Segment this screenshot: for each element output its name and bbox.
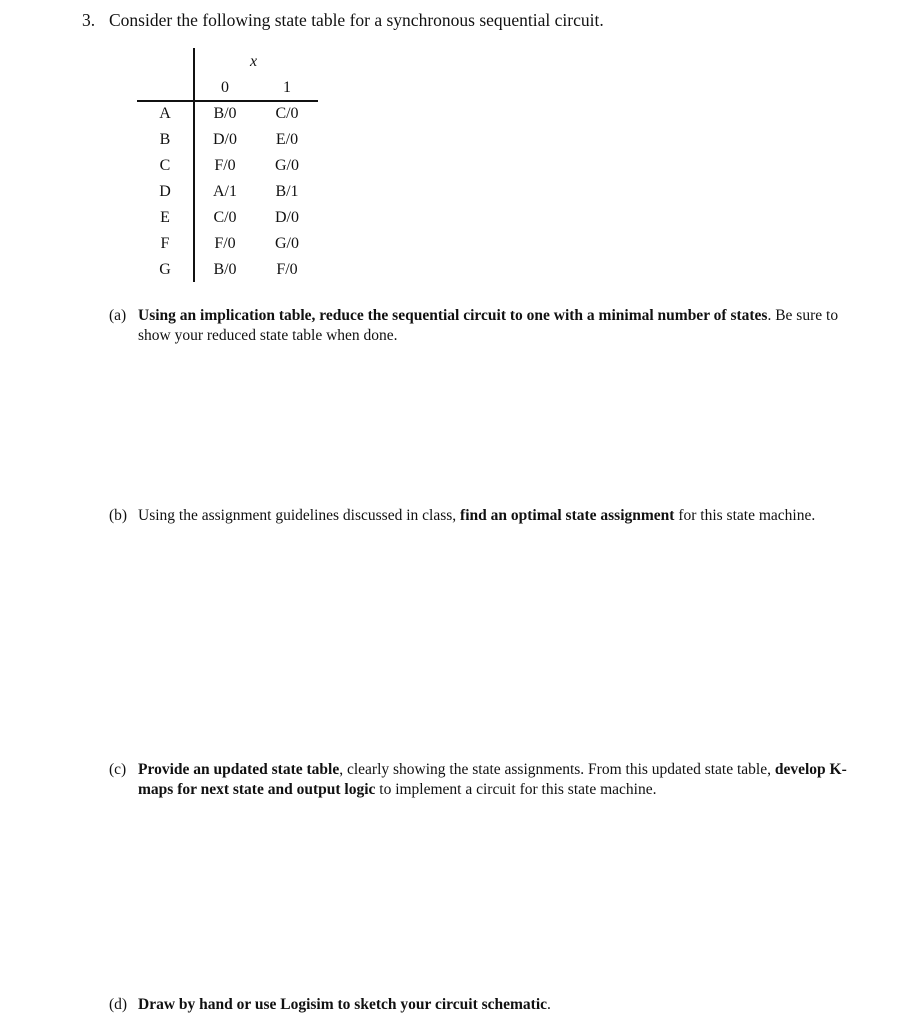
next-state-x1: F/0 [276, 261, 298, 278]
part-a-trailing-text: . Be sure to show your reduced state table when done. [138, 307, 839, 344]
table-vertical-rule [193, 48, 195, 282]
part-a-label: (a) [109, 307, 127, 324]
question-text: Consider the following state table for a synchronous sequential circuit. [109, 10, 604, 30]
part-a-text [138, 306, 858, 346]
state-label: A [159, 105, 171, 122]
part-c-label: (c) [109, 761, 127, 778]
next-state-x1: C/0 [275, 105, 299, 122]
next-state-x0: F/0 [214, 235, 236, 252]
next-state-x0: B/0 [213, 261, 237, 278]
next-state-x1: G/0 [275, 157, 299, 174]
next-state-x1: G/0 [275, 235, 299, 252]
state-label: D [159, 183, 171, 200]
part-d-text [138, 995, 858, 1015]
next-state-x0: A/1 [213, 183, 237, 200]
state-label: B [159, 131, 171, 148]
state-label: G [159, 261, 171, 278]
part-c-trailing-text: to implement a circuit for this state machine. [375, 781, 657, 798]
next-state-x0: F/0 [214, 157, 236, 174]
state-label: F [160, 235, 170, 252]
part-c-middle-text: , clearly showing the state assignments. From this updated state table, [339, 761, 775, 778]
next-state-x1: D/0 [275, 209, 299, 226]
part-b-bold-text: find an optimal state assignment [460, 507, 675, 524]
part-a-bold-text: Using an implication table, reduce the sequential circuit to one with a minimal number of states [138, 307, 768, 324]
part-c-text [138, 760, 858, 800]
part-c-bold-text-2: develop K-maps for next state and output logic [138, 761, 847, 798]
part-d-trailing-text: . [547, 996, 551, 1013]
part-c-bold-text-1: Provide an updated state table [138, 761, 340, 778]
input-label: x [250, 53, 258, 70]
part-b-trailing-text: for this state machine. [674, 507, 816, 524]
question-number: 3. [82, 10, 96, 30]
next-state-x1: B/1 [275, 183, 299, 200]
column-header-0: 0 [221, 79, 229, 96]
state-label: E [160, 209, 170, 226]
next-state-x1: E/0 [275, 131, 299, 148]
part-d-label: (d) [109, 996, 128, 1013]
column-header-1: 1 [283, 79, 291, 96]
part-b-text [138, 506, 858, 526]
next-state-x0: D/0 [213, 131, 237, 148]
part-d-bold-text: Draw by hand or use Logisim to sketch your circuit schematic [138, 996, 548, 1013]
next-state-x0: C/0 [213, 209, 237, 226]
table-horizontal-rule [137, 100, 318, 102]
part-b-label: (b) [109, 507, 128, 524]
state-label: C [159, 157, 171, 174]
next-state-x0: B/0 [213, 105, 237, 122]
part-b-leading-text: Using the assignment guidelines discussed in class, [138, 507, 461, 524]
